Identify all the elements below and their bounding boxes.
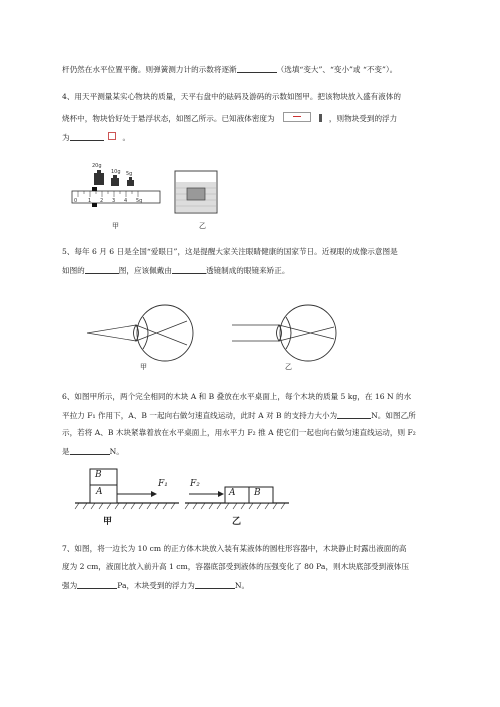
floating-block <box>187 188 205 200</box>
q6-label-a2: A <box>229 488 236 498</box>
q5-figure-eye-right <box>230 295 350 365</box>
q4-text: 烧杯中，物块恰好处于悬浮状态，如图乙所示。已知液体密度为 <box>62 114 275 123</box>
q4-figure-beaker <box>172 168 222 218</box>
q6-label-b2: B <box>254 488 261 498</box>
q5-answer-blank-1[interactable] <box>85 265 119 274</box>
q7-answer-blank-1[interactable] <box>77 580 117 589</box>
q5-text-2: 图，应该佩戴由 <box>118 266 172 275</box>
q5-line-2 <box>62 265 289 276</box>
q6-line-3: 示，若将 A、B 木块紧靠着放在水平桌面上，用水平力 F₂ 推 A 使它们一起也向右做匀速直线运动，则 F₂ <box>62 428 416 437</box>
q7-line-1: 7、如图，将一边长为 10 cm 的正方体木块放入装有某液体的圆柱形容器中，木块静止时露出液面的高 <box>62 544 407 553</box>
svg-text:3: 3 <box>112 198 116 204</box>
q6-line-1: 6、如图甲所示，两个完全相同的木块 A 和 B 叠放在水平桌面上，每个木块的质量 5 kg，在 16 N 的水 <box>62 392 412 401</box>
rider <box>92 187 97 191</box>
q4-line-2 <box>62 112 397 124</box>
q5-figure-eye-left <box>85 295 210 365</box>
q6-label-b1: B <box>95 470 102 480</box>
q6-caption-right: 乙 <box>232 517 242 527</box>
svg-text:10g: 10g <box>111 169 121 175</box>
q6-text: 平拉力 F₁ 作用下，A、B 一起向右做匀速直线运动，此时 A 对 B 的支持力大小为 <box>62 411 338 420</box>
q6-text-4: N。 <box>109 447 124 456</box>
q4-caption-left: 甲 <box>112 222 119 230</box>
q6-label-a1: A <box>96 487 103 497</box>
svg-text:1: 1 <box>88 198 92 204</box>
q6-figure-stacked <box>75 465 180 515</box>
q6-line-4 <box>62 446 124 457</box>
q7-line-2: 度为 2 cm，液面比放入前升高 1 cm，容器底部受到液体的压强变化了 80 Pa，则木块底部受到液体压 <box>62 562 409 571</box>
q6-answer-blank-1[interactable] <box>337 410 371 419</box>
q7-text-3: N。 <box>234 581 250 590</box>
q4-caption-right: 乙 <box>199 222 206 230</box>
q5-text-3: 透镜制成的眼镜来矫正。 <box>205 266 290 275</box>
q6-label-f2: F₂ <box>190 479 200 489</box>
q4-line-1: 4、用天平测量某实心物块的质量，天平右盘中的砝码及游码的示数如图甲。把该物块放入盛有液体的 <box>62 92 401 101</box>
q6-caption-left: 甲 <box>103 517 113 527</box>
svg-text:5g: 5g <box>136 198 143 204</box>
q7-line-3 <box>62 580 249 591</box>
q7-text-2: Pa，木块受到的浮力为 <box>117 581 195 590</box>
q5-caption-right: 乙 <box>285 363 292 371</box>
q6-line-2 <box>62 410 416 421</box>
q4-text-2: ，则物块受到的浮力 <box>328 114 398 123</box>
q6-text-2: N。如图乙所 <box>371 411 416 420</box>
svg-text:2: 2 <box>100 198 104 204</box>
svg-text:5g: 5g <box>126 171 133 177</box>
weight-10g <box>111 178 119 186</box>
q7-text: 强为 <box>62 581 78 590</box>
q6-text-3: 是 <box>62 447 70 456</box>
svg-text:4: 4 <box>124 198 128 204</box>
q5-answer-blank-2[interactable] <box>172 265 206 274</box>
q5-text: 如图的 <box>62 266 85 275</box>
q3-line-1 <box>62 64 397 75</box>
q3-text: 杆仍然在水平位置平衡。则弹簧测力计的示数将逐渐 <box>62 65 237 74</box>
svg-text:20g: 20g <box>92 163 102 169</box>
q4-text-3: 为 <box>62 133 70 142</box>
q6-figure-side-by-side <box>185 465 290 515</box>
q6-label-f1: F₁ <box>158 479 168 489</box>
density-formula-image <box>283 112 311 122</box>
q6-answer-blank-2[interactable] <box>70 446 110 455</box>
q3-answer-blank[interactable] <box>237 64 277 73</box>
weight-5g <box>127 180 134 186</box>
svg-text:0: 0 <box>74 198 78 204</box>
q5-caption-left: 甲 <box>140 363 147 371</box>
q4-text-4: 。 <box>122 133 131 142</box>
q5-line-1: 5、每年 6 月 6 日是全国“爱眼日”，这是提醒大家关注眼睛健康的国家节日。近视眼的成像示意图是 <box>62 247 398 256</box>
block-b-side <box>249 487 273 503</box>
q7-answer-blank-2[interactable] <box>195 580 235 589</box>
formula-image-icon <box>108 132 116 140</box>
weight-20g <box>94 173 104 185</box>
block-a-stacked <box>90 485 117 503</box>
q4-line-3 <box>62 132 130 143</box>
q3-text-2: （选填“变大”、“变小”或 “不变”）。 <box>276 65 398 74</box>
q4-answer-blank[interactable] <box>70 132 104 141</box>
